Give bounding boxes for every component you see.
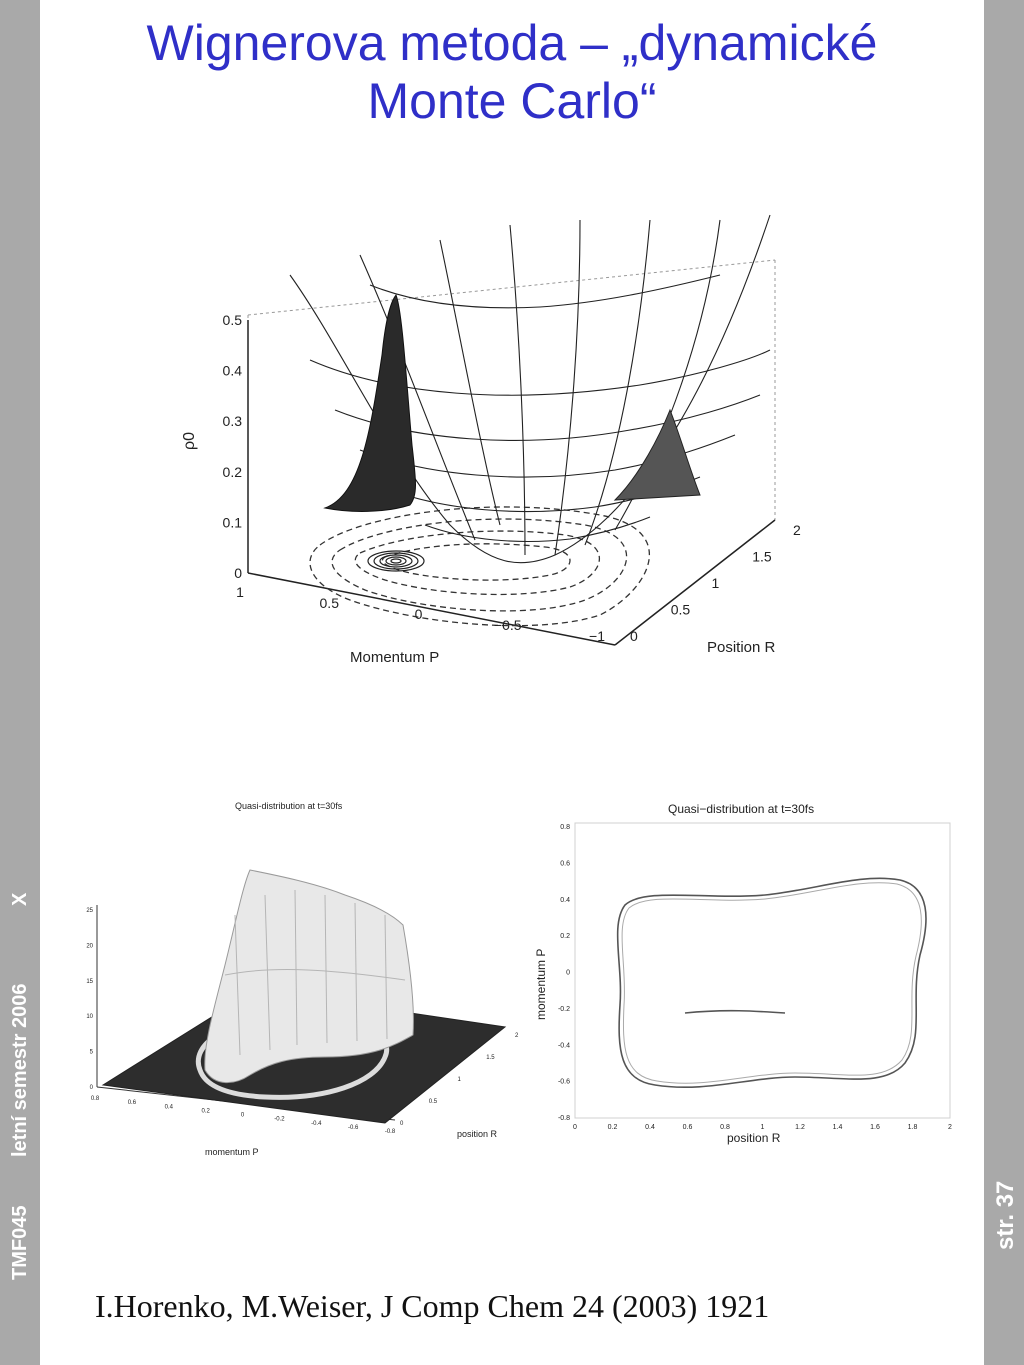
figure1-r-tick-0: 0 bbox=[630, 628, 638, 644]
figure1-p-tick-1: 0.5 bbox=[319, 595, 339, 611]
figure2-p-tick-8: -0.8 bbox=[384, 1129, 396, 1135]
sidebar-semester: letní semestr 2006 bbox=[9, 983, 31, 1157]
figure1-xlabel: Momentum P bbox=[350, 649, 440, 666]
figure2-xlabel: momentum P bbox=[205, 1147, 259, 1157]
figure2-p-tick-4: 0 bbox=[240, 1112, 245, 1119]
figure3-x-tick-4: 0.8 bbox=[720, 1124, 730, 1131]
figure1-z-tick-4: 0.4 bbox=[222, 362, 242, 379]
figure-phase-space-2d bbox=[525, 795, 965, 1155]
figure3-distribution-curve bbox=[618, 878, 926, 1087]
figure3-x-tick-5: 1 bbox=[760, 1124, 765, 1131]
figure3-x-tick-2: 0.4 bbox=[645, 1124, 655, 1131]
figure2-z-tick-2: 10 bbox=[86, 1014, 93, 1021]
figure3-x-tick-0: 0 bbox=[573, 1124, 577, 1131]
figure3-y-tick-3: 0.2 bbox=[560, 933, 570, 941]
figure2-z-tick-4: 20 bbox=[86, 943, 93, 950]
figure1-p-tick-4: −1 bbox=[589, 628, 605, 644]
figure2-z-tick-5: 25 bbox=[86, 908, 93, 914]
figure3-x-tick-7: 1.4 bbox=[832, 1124, 843, 1131]
figure2-p-tick-1: 0.6 bbox=[127, 1100, 137, 1107]
sidebar-mark: X bbox=[9, 892, 31, 906]
figure3-x-tick-9: 1.8 bbox=[907, 1124, 918, 1131]
figure2-ylabel: position R bbox=[457, 1129, 498, 1139]
figure1-z-tick-2: 0.2 bbox=[222, 463, 242, 480]
figure2-r-tick-4: 2 bbox=[515, 1033, 519, 1039]
figure3-x-tick-8: 1.6 bbox=[870, 1124, 880, 1131]
figure1-r-tick-1: 0.5 bbox=[670, 601, 691, 618]
figure1-p-tick-0: 1 bbox=[236, 584, 244, 600]
page-title bbox=[40, 14, 984, 130]
figure3-x-tick-3: 0.6 bbox=[682, 1124, 693, 1131]
figure1-z-tick-0: 0 bbox=[234, 565, 242, 581]
figure1-r-tick-3: 1.5 bbox=[752, 548, 772, 565]
figure1-gaussian-peak bbox=[325, 295, 416, 511]
figure3-y-tick-5: -0.2 bbox=[557, 1005, 570, 1013]
figure1-z-tick-1: 0.1 bbox=[222, 514, 242, 531]
figure3-y-tick-6: -0.4 bbox=[557, 1042, 570, 1050]
figure2-r-tick-3: 1.5 bbox=[486, 1055, 495, 1061]
figure2-p-tick-5: -0.2 bbox=[274, 1116, 285, 1123]
figure3-ylabel: momentum P bbox=[534, 948, 548, 1020]
figure-surface-3d bbox=[160, 195, 860, 685]
figure2-z-tick-3: 15 bbox=[86, 978, 93, 985]
figure3-y-tick-4: 0 bbox=[566, 969, 570, 977]
figure2-r-tick-2: 1 bbox=[457, 1077, 461, 1083]
figure1-z-tick-5: 0.5 bbox=[222, 312, 242, 328]
figure-quasi-distribution-3d bbox=[75, 795, 525, 1165]
figure2-z-tick-0: 0 bbox=[89, 1085, 93, 1091]
figure3-distribution-curve-shadow bbox=[622, 883, 921, 1084]
figure3-x-tick-6: 1.2 bbox=[795, 1124, 805, 1131]
figure3-y-tick-2: 0.4 bbox=[560, 896, 570, 904]
figure2-p-tick-3: 0.2 bbox=[201, 1108, 210, 1115]
figure1-gaussian-tail-right bbox=[615, 410, 700, 500]
figure2-title: Quasi-distribution at t=30fs bbox=[235, 801, 343, 811]
title-line-1: Wignerova metoda – „dynamické bbox=[146, 15, 878, 71]
figure3-y-tick-0: 0.8 bbox=[560, 824, 570, 831]
figure1-ylabel: Position R bbox=[707, 639, 776, 656]
figure1-contours bbox=[310, 507, 649, 626]
citation: I.Horenko, M.Weiser, J Comp Chem 24 (2003) 1921 bbox=[95, 1288, 770, 1324]
figure1-p-tick-2: 0 bbox=[414, 606, 423, 622]
figure3-y-tick-8: -0.8 bbox=[557, 1115, 570, 1122]
figure2-r-tick-0: 0 bbox=[400, 1121, 404, 1127]
page-number: str. 37 bbox=[992, 1180, 1019, 1250]
figure1-zlabel: ρ0 bbox=[181, 432, 198, 450]
right-sidebar bbox=[984, 0, 1024, 1365]
figure1-r-tick-4: 2 bbox=[793, 522, 801, 538]
figure3-x-tick-1: 0.2 bbox=[607, 1124, 618, 1131]
figure3-title: Quasi−distribution at t=30fs bbox=[668, 802, 815, 816]
figure2-p-tick-2: 0.4 bbox=[164, 1104, 173, 1111]
figure2-p-tick-0: 0.8 bbox=[90, 1096, 100, 1102]
figure1-z-tick-3: 0.3 bbox=[222, 413, 242, 430]
figure3-y-tick-1: 0.6 bbox=[560, 860, 570, 868]
figure1-p-tick-3: −0.5 bbox=[493, 617, 522, 633]
left-sidebar bbox=[0, 0, 40, 1365]
figure1-r-tick-2: 1 bbox=[711, 575, 720, 591]
figure3-x-tick-10: 2 bbox=[948, 1124, 952, 1131]
figure2-z-tick-1: 5 bbox=[89, 1049, 93, 1056]
figure2-p-tick-6: -0.4 bbox=[311, 1120, 322, 1127]
figure2-p-tick-7: -0.6 bbox=[347, 1124, 359, 1131]
sidebar-course-code: TMF045 bbox=[9, 1205, 31, 1280]
figure2-r-tick-1: 0.5 bbox=[428, 1099, 438, 1105]
figure3-xlabel: position R bbox=[727, 1131, 781, 1145]
title-line-2: Monte Carlo“ bbox=[367, 73, 657, 129]
figure3-y-tick-7: -0.6 bbox=[557, 1078, 570, 1086]
